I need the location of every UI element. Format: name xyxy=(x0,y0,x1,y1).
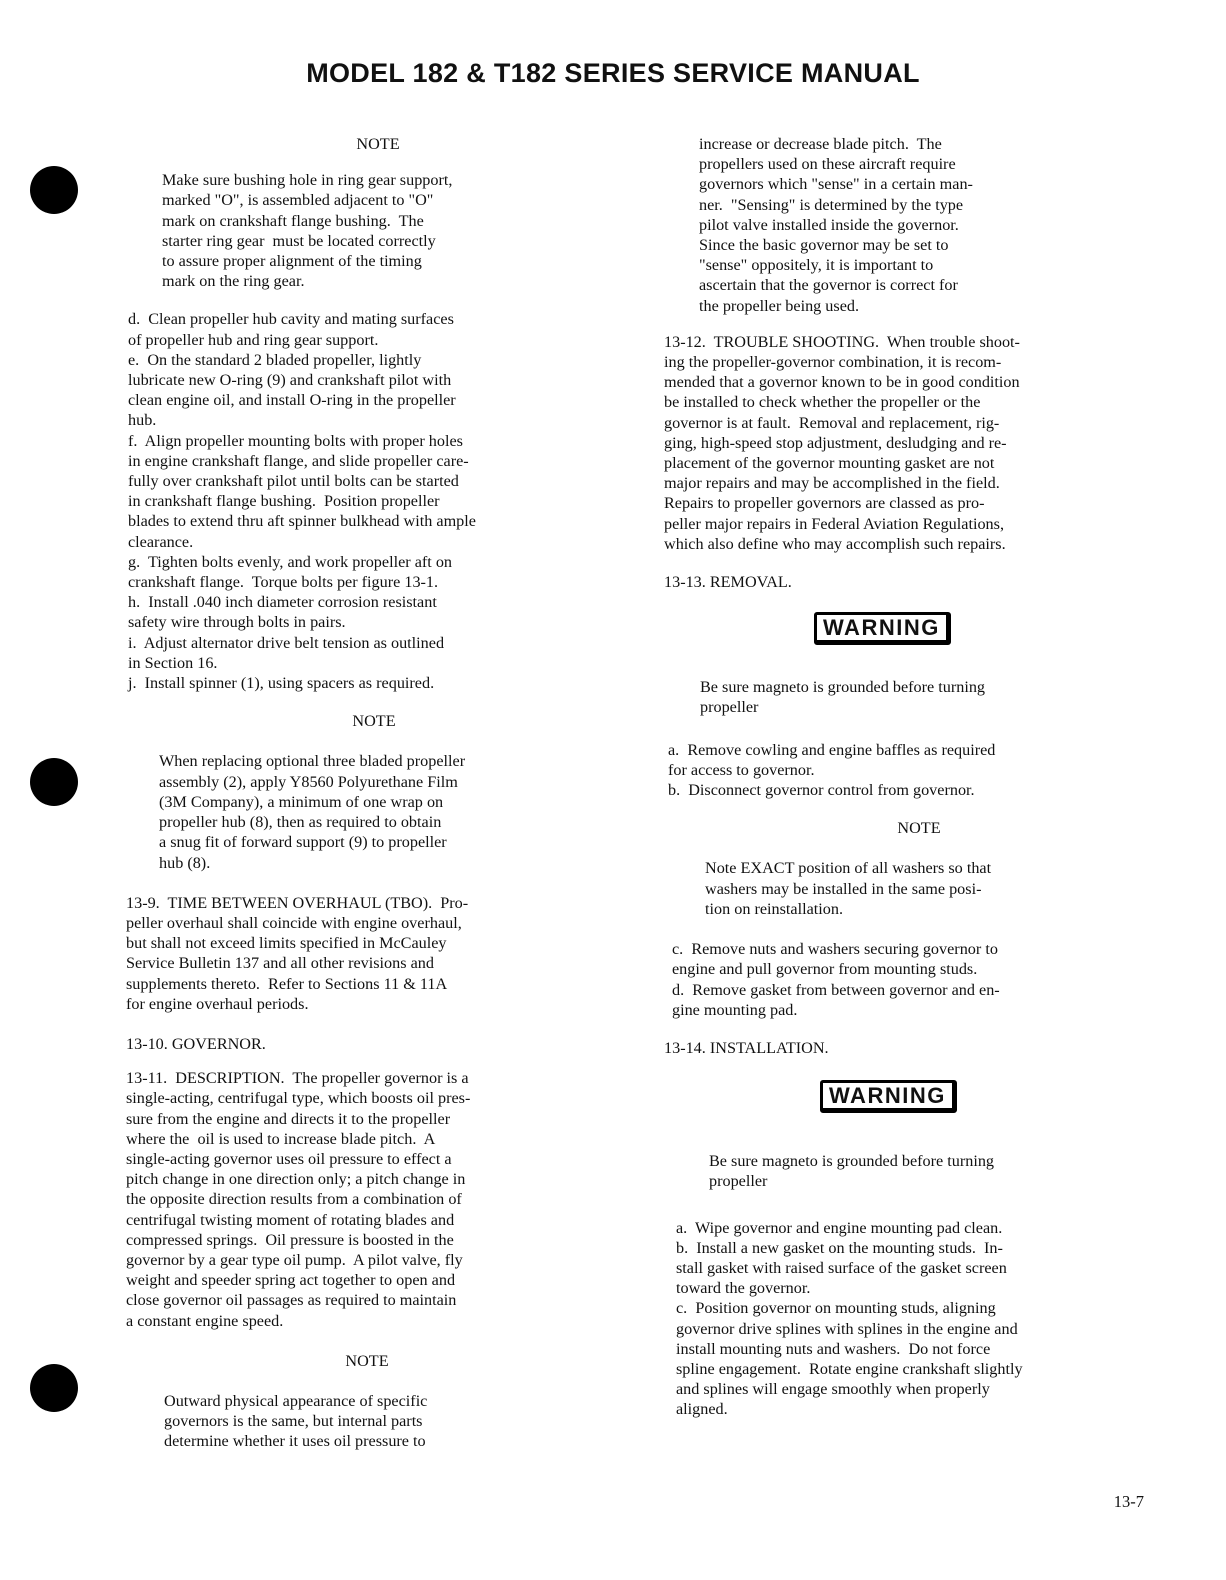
text-line: mark on the ring gear. xyxy=(162,272,305,291)
text-line: hub (8). xyxy=(159,853,211,872)
text-line: lubricate new O-ring (9) and crankshaft pilot with xyxy=(128,371,452,390)
text-line: d. Clean propeller hub cavity and mating surfaces xyxy=(128,310,454,329)
text-line: for access to governor. xyxy=(668,760,815,779)
text-line: governors which "sense" in a certain man- xyxy=(699,175,973,194)
text-line: h. Install .040 inch diameter corrosion resistant xyxy=(128,593,437,612)
text-line: sure from the engine and directs it to the propeller xyxy=(126,1109,451,1128)
text-line: gine mounting pad. xyxy=(672,1000,798,1019)
text-line: where the oil is used to increase blade pitch. A xyxy=(126,1129,436,1148)
installation-heading: 13-14. INSTALLATION. xyxy=(664,1038,829,1057)
text-line: governor by a gear type oil pump. A pilot valve, fly xyxy=(126,1250,463,1269)
warning-label: WARNING xyxy=(814,612,951,645)
text-line: g. Tighten bolts evenly, and work propeller aft on xyxy=(128,552,453,571)
text-line: Service Bulletin 137 and all other revisions and xyxy=(126,954,434,973)
note-heading: NOTE xyxy=(345,1351,389,1370)
text-line: in engine crankshaft flange, and slide propeller care- xyxy=(128,451,469,470)
left-column xyxy=(126,134,602,1452)
tbo-section xyxy=(126,893,602,1014)
warning-text xyxy=(664,677,1164,717)
text-line: mended that a governor known to be in good condition xyxy=(664,373,1020,392)
text-line: in crankshaft flange bushing. Position propeller xyxy=(128,492,440,511)
text-line: ner. "Sensing" is determined by the type xyxy=(699,195,964,214)
text-line: j. Install spinner (1), using spacers as required. xyxy=(128,674,435,693)
text-line: ascertain that the governor is correct for xyxy=(699,276,958,295)
text-line: major repairs and may be accomplished in the field. xyxy=(664,474,1000,493)
text-line: "sense" oppositely, it is important to xyxy=(699,256,934,275)
text-line: b. Disconnect governor control from governor. xyxy=(668,781,975,800)
text-line: the propeller being used. xyxy=(699,296,860,315)
text-line: i. Adjust alternator drive belt tension as outlined xyxy=(128,633,445,652)
text-line: Repairs to propeller governors are classed as pro- xyxy=(664,494,985,513)
text-line: When replacing optional three bladed propeller xyxy=(159,752,466,771)
text-line: aligned. xyxy=(676,1400,728,1419)
text-line: c. Remove nuts and washers securing governor to xyxy=(672,940,998,959)
text-line: c. Position governor on mounting studs, aligning xyxy=(676,1299,996,1318)
text-line: governors is the same, but internal parts xyxy=(164,1412,423,1431)
text-line: peller overhaul shall coincide with engine overhaul, xyxy=(126,913,462,932)
text-line: a. Remove cowling and engine baffles as required xyxy=(668,740,996,759)
text-line: propeller xyxy=(700,698,759,717)
text-line: spline engagement. Rotate engine crankshaft slightly xyxy=(676,1359,1023,1378)
binder-hole-top xyxy=(30,166,78,214)
binder-hole-bottom xyxy=(30,1364,78,1412)
text-line: clean engine oil, and install O-ring in the propeller xyxy=(128,391,456,410)
text-line: assembly (2), apply Y8560 Polyurethane Film xyxy=(159,772,458,791)
text-line: Since the basic governor may be set to xyxy=(699,236,949,255)
text-line: Make sure bushing hole in ring gear support, xyxy=(162,171,453,190)
text-line: Note EXACT position of all washers so that xyxy=(705,859,992,878)
text-line: b. Install a new gasket on the mounting studs. In- xyxy=(676,1238,1003,1257)
text-line: (3M Company), a minimum of one wrap on xyxy=(159,792,444,811)
text-line: weight and speeder spring act together to open and xyxy=(126,1271,456,1290)
text-line: a snug fit of forward support (9) to propeller xyxy=(159,833,447,852)
warning-label: WARNING xyxy=(820,1080,957,1113)
text-line: f. Align propeller mounting bolts with proper holes xyxy=(128,431,463,450)
note-body xyxy=(126,1391,602,1452)
trouble-shooting-section xyxy=(664,332,1164,554)
text-line: governor is at fault. Removal and replacement, rig- xyxy=(664,413,1000,432)
text-line: compressed springs. Oil pressure is boosted in the xyxy=(126,1230,454,1249)
text-line: tion on reinstallation. xyxy=(705,899,844,918)
text-line: centrifugal twisting moment of rotating blades and xyxy=(126,1210,455,1229)
text-line: to assure proper alignment of the timing xyxy=(162,252,422,271)
page-title: MODEL 182 & T182 SERIES SERVICE MANUAL xyxy=(306,58,920,88)
text-line: crankshaft flange. Torque bolts per figure 13-1. xyxy=(128,573,439,592)
text-line: supplements thereto. Refer to Sections 11 & 11A xyxy=(126,974,448,993)
text-line: ging, high-speed stop adjustment, desludging and re- xyxy=(664,433,1007,452)
text-line: determine whether it uses oil pressure to xyxy=(164,1432,426,1451)
text-line: clearance. xyxy=(128,532,194,551)
text-line: peller major repairs in Federal Aviation Regulations, xyxy=(664,514,1004,533)
text-line: which also define who may accomplish such repairs. xyxy=(664,534,1006,553)
text-line: install mounting nuts and washers. Do not force xyxy=(676,1339,991,1358)
text-line: toward the governor. xyxy=(676,1279,811,1298)
text-line: for engine overhaul periods. xyxy=(126,994,309,1013)
text-line: pilot valve installed inside the governor. xyxy=(699,215,959,234)
text-line: propeller hub (8), then as required to obtain xyxy=(159,813,442,832)
text-line: hub. xyxy=(128,411,157,430)
text-line: d. Remove gasket from between governor and en- xyxy=(672,980,1000,999)
text-line: mark on crankshaft flange bushing. The xyxy=(162,211,424,230)
text-line: a. Wipe governor and engine mounting pad clean. xyxy=(676,1218,1003,1237)
page-number: 13-7 xyxy=(1113,1492,1144,1511)
text-line: the opposite direction results from a combination of xyxy=(126,1190,462,1209)
text-line: but shall not exceed limits specified in McCauley xyxy=(126,934,447,953)
text-line: stall gasket with raised surface of the gasket screen xyxy=(676,1258,1007,1277)
text-line: of propeller hub and ring gear support. xyxy=(128,330,379,349)
text-line: Be sure magneto is grounded before turning xyxy=(709,1152,995,1171)
note-heading: NOTE xyxy=(356,135,400,153)
text-line: ing the propeller-governor combination, it is recom- xyxy=(664,353,1002,372)
text-line: Be sure magneto is grounded before turning xyxy=(700,678,986,697)
text-line: close governor oil passages as required to maintain xyxy=(126,1291,457,1310)
removal-steps-c-d xyxy=(664,939,1164,1020)
text-line: e. On the standard 2 bladed propeller, lightly xyxy=(128,350,422,369)
text-line: governor drive splines with splines in the engine and xyxy=(676,1319,1018,1338)
right-column xyxy=(664,134,1164,1420)
note-heading: NOTE xyxy=(897,819,941,838)
governor-heading: 13-10. GOVERNOR. xyxy=(126,1034,266,1053)
text-line: washers may be installed in the same posi- xyxy=(705,879,982,898)
binder-hole-middle xyxy=(30,758,78,806)
text-line: in Section 16. xyxy=(128,653,218,672)
text-line: engine and pull governor from mounting studs. xyxy=(672,960,978,979)
text-line: placement of the governor mounting gasket are not xyxy=(664,454,995,473)
text-line: single-acting governor uses oil pressure to effect a xyxy=(126,1149,452,1168)
install-steps-d-j xyxy=(126,309,602,693)
note-body xyxy=(126,170,602,291)
text-line: a constant engine speed. xyxy=(126,1311,284,1330)
description-section xyxy=(126,1068,602,1331)
text-line: increase or decrease blade pitch. The xyxy=(699,135,942,153)
text-line: safety wire through bolts in pairs. xyxy=(128,613,346,632)
text-line: marked "O", is assembled adjacent to "O" xyxy=(162,191,434,210)
text-line: single-acting, centrifugal type, which boosts oil pres- xyxy=(126,1089,471,1108)
text-line: 13-12. TROUBLE SHOOTING. When trouble shoot- xyxy=(664,332,1020,351)
removal-steps-a-b xyxy=(664,740,1164,801)
installation-steps xyxy=(664,1218,1164,1420)
note-body-continued xyxy=(664,134,1164,316)
text-line: 13-11. DESCRIPTION. The propeller governor is a xyxy=(126,1069,469,1088)
text-line: blades to extend thru aft spinner bulkhead with ample xyxy=(128,512,476,531)
text-line: pitch change in one direction only; a pitch change in xyxy=(126,1170,466,1189)
text-line: Outward physical appearance of specific xyxy=(164,1391,428,1410)
note-body xyxy=(126,751,602,872)
text-line: propellers used on these aircraft require xyxy=(699,155,956,174)
text-line: 13-9. TIME BETWEEN OVERHAUL (TBO). Pro- xyxy=(126,893,469,912)
text-line: propeller xyxy=(709,1172,768,1191)
note-heading: NOTE xyxy=(352,712,396,731)
text-line: and splines will engage smoothly when properly xyxy=(676,1380,990,1399)
warning-text xyxy=(664,1151,1164,1191)
text-line: starter ring gear must be located correctly xyxy=(162,231,436,250)
text-line: fully over crankshaft pilot until bolts can be started xyxy=(128,472,459,491)
text-line: be installed to check whether the propeller or the xyxy=(664,393,981,412)
note-body xyxy=(664,858,1164,919)
removal-heading: 13-13. REMOVAL. xyxy=(664,573,792,592)
